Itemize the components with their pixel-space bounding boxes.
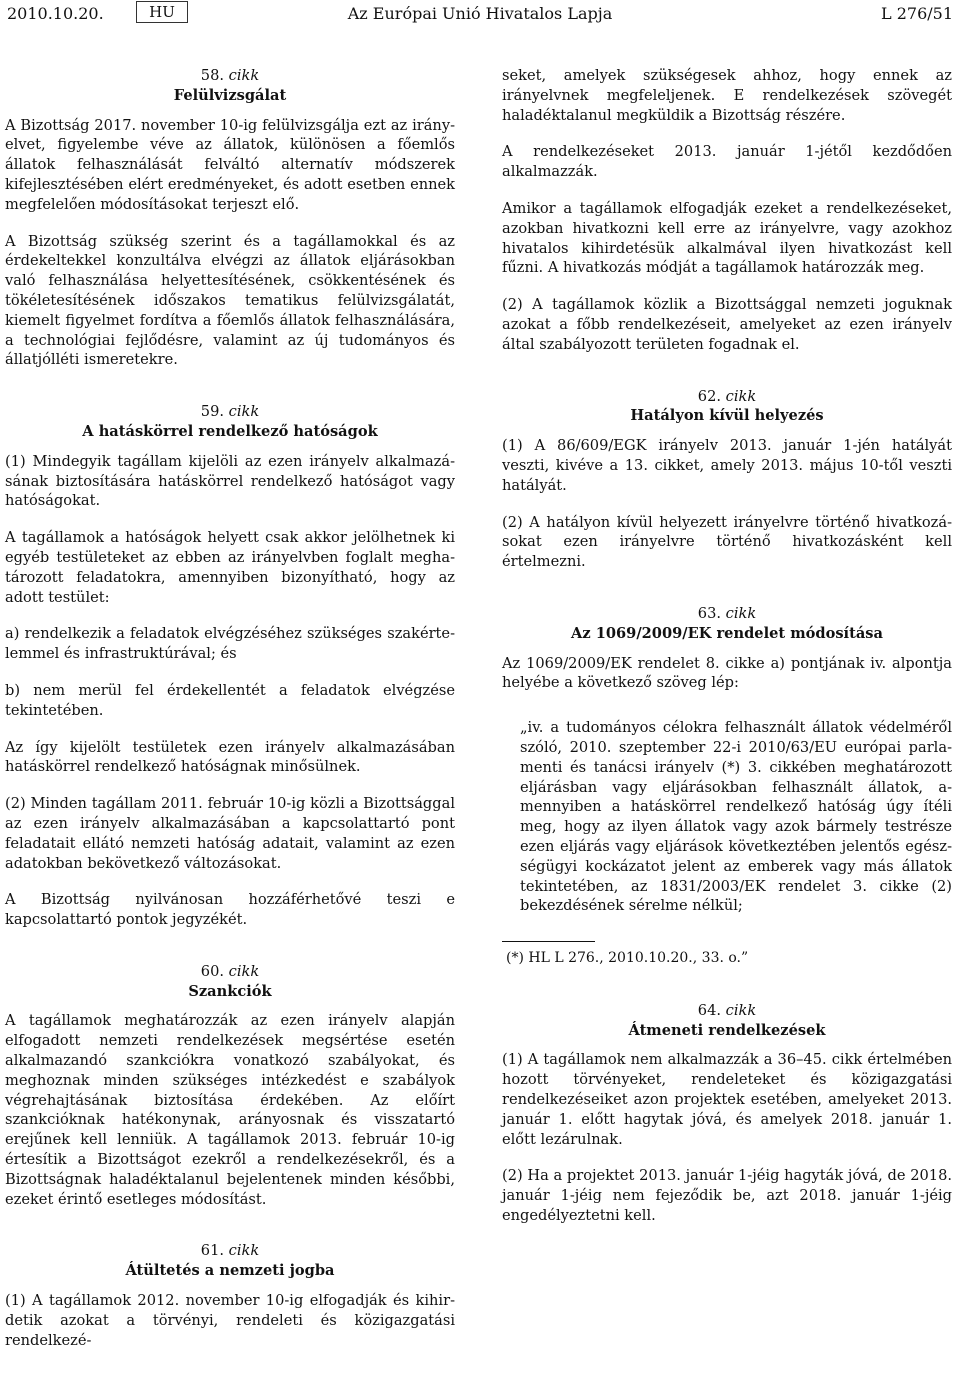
paragraph: Amikor a tagállamok elfogadják ezeket a rendelkezéseket, azokban hivatkozni kell erre az irányelvre, vagy azokhoz hivatalos kihirdetésük alkalmával ilyen hivatkozást kell fűzni. A hivatkozás módját a tagállamok határozzák meg. [502,199,952,277]
paragraph: seket, amelyek szükségesek ahhoz, hogy ennek az irányelvnek megfeleljenek. E rendelkezések szövegét haladéktalanul megküldik a Bizottság részére. [502,67,952,124]
article-60-title: Szankciók [188,982,272,1000]
article-59-number: 59. cikk [200,403,260,421]
article-58-title: Felülvizsgálat [173,86,287,104]
article-58-number: 58. cikk [200,67,260,84]
paragraph: (2) Minden tagállam 2011. február 10-ig közli a Bizottsággal az ezen irányelv alkalmazásában a kapcsolattartó pont feladatait ellátó nemzeti hatóság adatait, valamint az ezen adatokban bekövetkező változásokat. [5,795,455,872]
paragraph: A Bizottság nyilvánosan hozzáférhetővé teszi e kapcsolattartó pontok jegyzékét. [5,891,455,929]
right-column [502,66,952,1226]
article-63-number: 63. cikk [697,604,757,622]
footnote-rule [502,941,595,942]
page-number: L 276/51 [881,4,953,23]
journal-title: Az Európai Unió Hivatalos Lapja [347,4,613,23]
paragraph: A Bizottság szükség szerint és a tagállamokkal és az érdekeltekkel konzultálva elvégzi az állatok eljárásokban való felhasználása helyettesítésének, csökkentésének és tökéletesítésének időszakos tematikus felülvizsgálatát, kiemelt figyelmet fordítva a főemlős állatok felhasználására, a technológiai fejlődésre, valamint az új tudományos és állatjólléti ismeretekre. [5,232,455,369]
page-header [0,0,960,34]
article-63-title: Az 1069/2009/EK rendelet módosítása [571,624,883,642]
footnote: (*) HL L 276., 2010.10.20., 33. o.” [506,950,749,967]
paragraph: Az így kijelölt testületek ezen irányelv alkalmazásában hatáskörrel rendelkező hatóságnak minősülnek. [5,738,455,776]
article-61-number: 61. cikk [200,1242,260,1260]
article-64-title: Átmeneti rendelkezések [628,1021,826,1039]
quoted-amendment: „iv. a tudományos célokra felhasznált állatok védelméről szóló, 2010. szeptember 22-i 2010/63/EU európai parlamenti és tanácsi irányelv (*) 3. cikkében meghatározott eljárásban vagy eljárásokban felhasznált állatok, amennyiben a hatáskörrel rendelkező hatóság úgy ítéli meg, hogy az ilyen állatok vagy azok bármely testrésze ezen eljárás vagy eljárások következtében jelentős egészségügyi kockázatot jelent az emberek vagy más állatok tekintetében, az 1831/2003/EK rendelet 3. cikke (2) bekezdésének sérelme nélkül; [520,719,952,915]
left-column [5,66,455,1350]
list-item: a) rendelkezik a feladatok elvégzéséhez szükséges szakértelemmel és infrastruktúrával; és [5,625,455,663]
paragraph: (2) A hatályon kívül helyezett irányelvre történő hivatkozásokat ezen irányelvre történő hivatkozásként kell értelmezni. [502,513,952,571]
paragraph: A tagállamok a hatóságok helyett csak akkor jelölhetnek ki egyéb testületeket az ebben az irányelvben foglalt meghatározott feladatokra, amennyiben bizonyítható, hogy az adott testület: [5,529,455,606]
paragraph: A Bizottság 2017. november 10-ig felülvizsgálja ezt az irányelvet, figyelembe véve az állatok, különösen a főemlős állatok felhasználását felváltó alternatív módszerek kifejlesztésében elért eredményeket, és adott esetben ennek megfelelően módosításokat terjeszt elő. [5,116,455,213]
article-61-title: Átültetés a nemzeti jogba [125,1262,335,1280]
article-59-title: A hatáskörrel rendelkező hatóságok [82,422,378,440]
paragraph: Az 1069/2009/EK rendelet 8. cikke a) pontjának iv. alpontja helyébe a következő szöveg lép: [502,654,952,692]
paragraph: (1) A 86/609/EGK irányelv 2013. január 1-jén hatályát veszti, kivéve a 13. cikket, amely 2013. május 10-től veszti hatályát. [502,437,952,494]
paragraph: (2) Ha a projektet 2013. január 1-jéig hagyták jóvá, de 2018. január 1-jéig nem fejeződik be, azt 2018. január 1-jéig engedélyeztetni kell. [502,1167,952,1225]
paragraph: (1) A tagállamok 2012. november 10-ig elfogadják és kihirdetik azokat a törvényi, rendeleti és közigazgatási rendelkezé- [5,1292,455,1349]
paragraph: (2) A tagállamok közlik a Bizottsággal nemzeti joguknak azokat a főbb rendelkezéseit, amelyeket az ezen irányelv által szabályozott területen fogadnak el. [502,296,952,353]
article-60-number: 60. cikk [200,962,260,980]
paragraph: A tagállamok meghatározzák az ezen irányelv alapján elfogadott nemzeti rendelkezések megsértése esetén alkalmazandó szankciókra vonatkozó szabályokat, és meghoznak minden szükséges intézkedést e szabályok végrehajtásának biztosítása érdekében. Az előírt szankcióknak hatékonynak, arányosnak és visszatartó erejűnek kell lenniük. A tagállamok 2013. február 10-ig értesítik a Bizottságot ezekről a rendelkezésekről, és a Bizottságnak haladéktalanul bejelentenek minden későbbi, ezeket érintő esetleges módosítást. [5,1012,455,1208]
paragraph: (1) Mindegyik tagállam kijelöli az ezen irányelv alkalmazásának biztosítására hatáskörrel rendelkező hatóságot vagy hatóságokat. [5,452,455,510]
article-62-title: Hatályon kívül helyezés [630,407,824,425]
header-date: 2010.10.20. [7,4,104,23]
article-62-number: 62. cikk [697,387,757,405]
list-item: b) nem merül fel érdekellentét a feladatok elvégzése tekintetében. [5,681,455,719]
article-64-number: 64. cikk [697,1001,757,1019]
paragraph: (1) A tagállamok nem alkalmazzák a 36–45. cikk értelmében hozott törvényeket, rendeleteket és közigazgatási rendelkezéseiket azon projektek esetében, amelyeket 2013. január 1. előtt hagytak jóvá, és amelyek 2018. január 1. előtt lezárulnak. [502,1051,952,1148]
language-badge: HU [136,1,188,23]
paragraph: A rendelkezéseket 2013. január 1-jétől kezdődően alkalmazzák. [502,143,952,181]
